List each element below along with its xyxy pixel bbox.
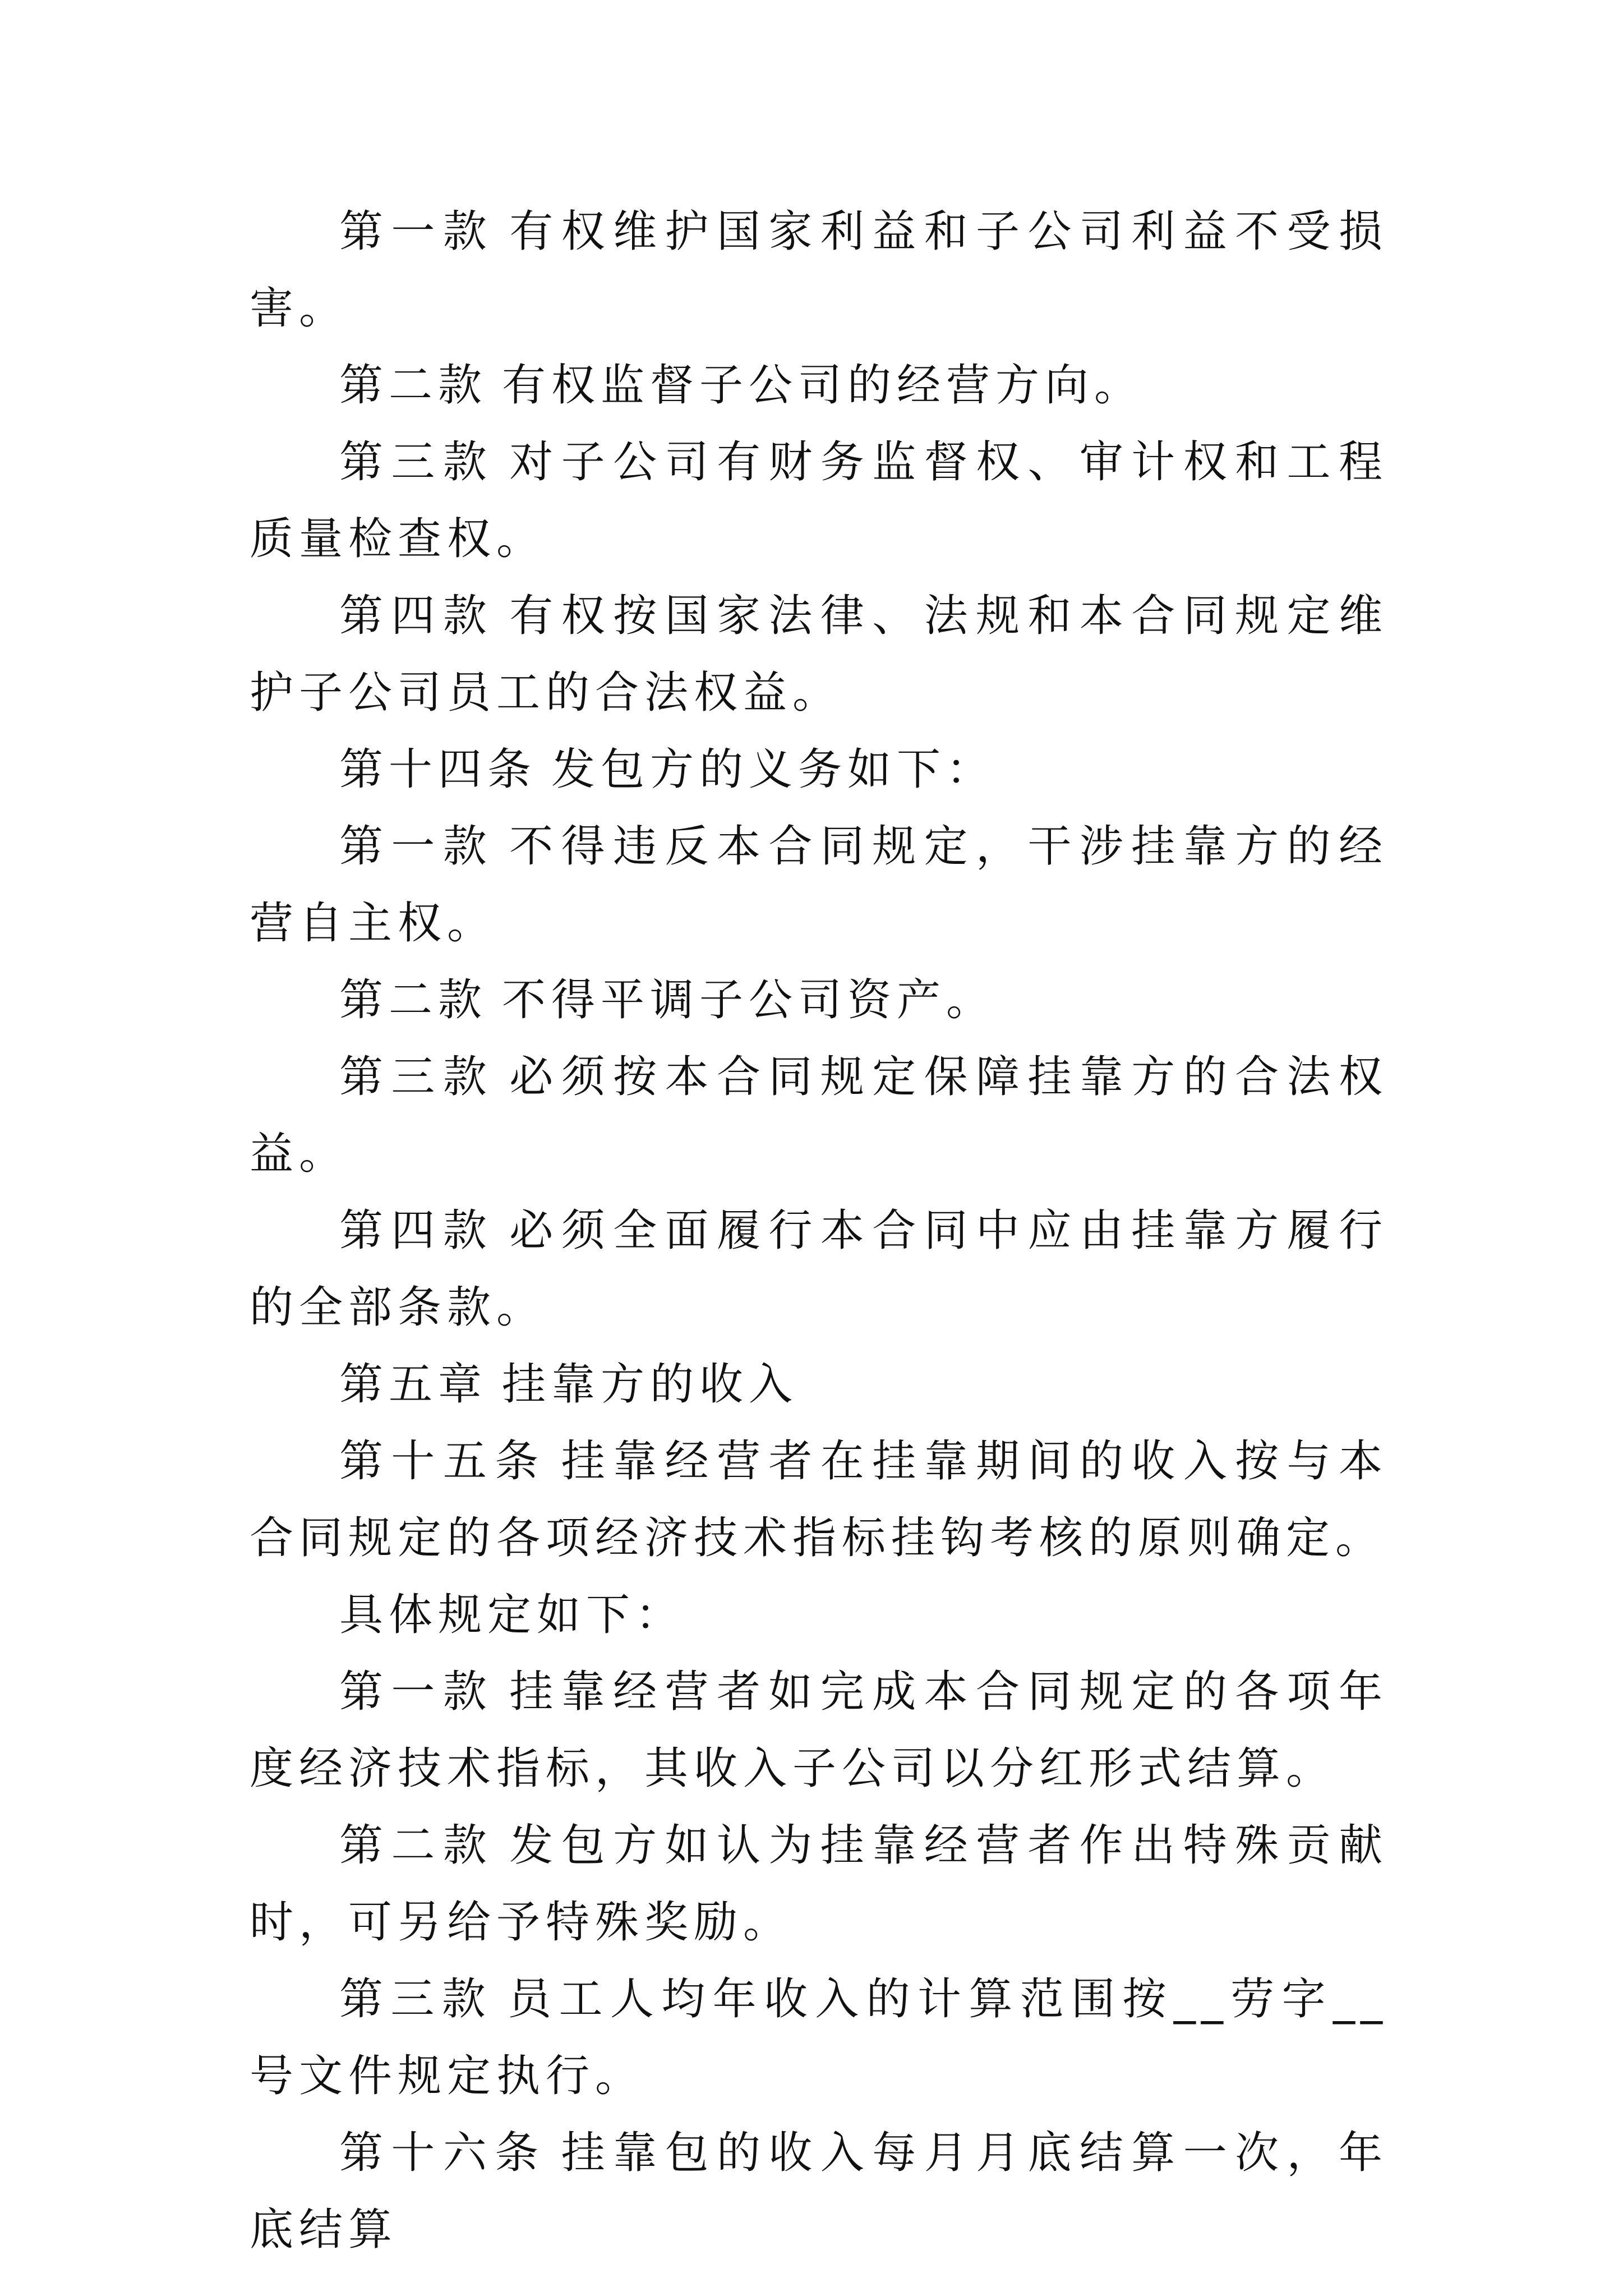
clause-lead: 第十五条	[339, 1436, 547, 1487]
clause-text: 挂靠包的收入每月月底结算一次，年底结算	[250, 2128, 1388, 2255]
paragraph	[250, 424, 1388, 578]
clause-lead: 第三款	[339, 1052, 495, 1102]
clause-lead: 第二款	[339, 975, 488, 1025]
clause-lead: 第十四条	[339, 744, 537, 795]
chapter-title: 挂靠方的收入	[502, 1359, 799, 1410]
paragraph	[250, 1961, 1388, 2115]
clause-text: 挂靠经营者在挂靠期间的收入按与本合同规定的各项经济技术指标挂钩考核的原则确定。	[250, 1436, 1388, 1563]
paragraph	[250, 1807, 1388, 1961]
clause-text: 具体规定如下：	[339, 1590, 685, 1640]
clause-text: 发包方的义务如下：	[551, 744, 996, 795]
clause-text: 有权监督子公司的经营方向。	[502, 360, 1144, 411]
clause-text: 员工人均年收入的计算范围按__劳字__号文件规定执行。	[250, 1974, 1388, 2101]
document-body	[250, 194, 1388, 2269]
clause-text: 发包方如认为挂靠经营者作出特殊贡献时，可另给予特殊奖励。	[250, 1820, 1388, 1948]
paragraph	[250, 731, 1388, 808]
clause-lead: 第十六条	[339, 2128, 547, 2178]
paragraph	[250, 347, 1388, 424]
clause-text: 挂靠经营者如完成本合同规定的各项年度经济技术指标，其收入子公司以分红形式结算。	[250, 1667, 1388, 1794]
paragraph	[250, 1654, 1388, 1807]
paragraph	[250, 808, 1388, 962]
clause-text: 有权按国家法律、法规和本合同规定维护子公司员工的合法权益。	[250, 591, 1388, 718]
paragraph	[250, 194, 1388, 347]
clause-text: 必须全面履行本合同中应由挂靠方履行的全部条款。	[250, 1205, 1388, 1333]
clause-text: 不得违反本合同规定，干涉挂靠方的经营自主权。	[250, 821, 1388, 949]
clause-text: 必须按本合同规定保障挂靠方的合法权益。	[250, 1052, 1388, 1179]
clause-lead: 第一款	[339, 821, 495, 872]
paragraph	[250, 1039, 1388, 1193]
paragraph	[250, 1423, 1388, 1577]
paragraph	[250, 1193, 1388, 1346]
paragraph	[250, 962, 1388, 1039]
clause-text: 对子公司有财务监督权、审计权和工程质量检查权。	[250, 437, 1388, 564]
clause-lead: 第四款	[339, 591, 495, 641]
clause-lead: 第一款	[339, 1667, 495, 1717]
paragraph	[250, 578, 1388, 731]
chapter-lead: 第五章	[339, 1359, 488, 1410]
clause-lead: 第四款	[339, 1205, 495, 1256]
paragraph	[250, 2115, 1388, 2269]
clause-lead: 第二款	[339, 360, 488, 411]
clause-lead: 第二款	[339, 1820, 495, 1871]
clause-lead: 第三款	[339, 1974, 494, 2024]
clause-lead: 第一款	[339, 206, 495, 257]
clause-lead: 第三款	[339, 437, 495, 487]
clause-text: 有权维护国家利益和子公司利益不受损害。	[250, 206, 1388, 334]
clause-text: 不得平调子公司资产。	[502, 975, 996, 1025]
paragraph	[250, 1577, 1388, 1654]
chapter-heading	[250, 1346, 1388, 1423]
